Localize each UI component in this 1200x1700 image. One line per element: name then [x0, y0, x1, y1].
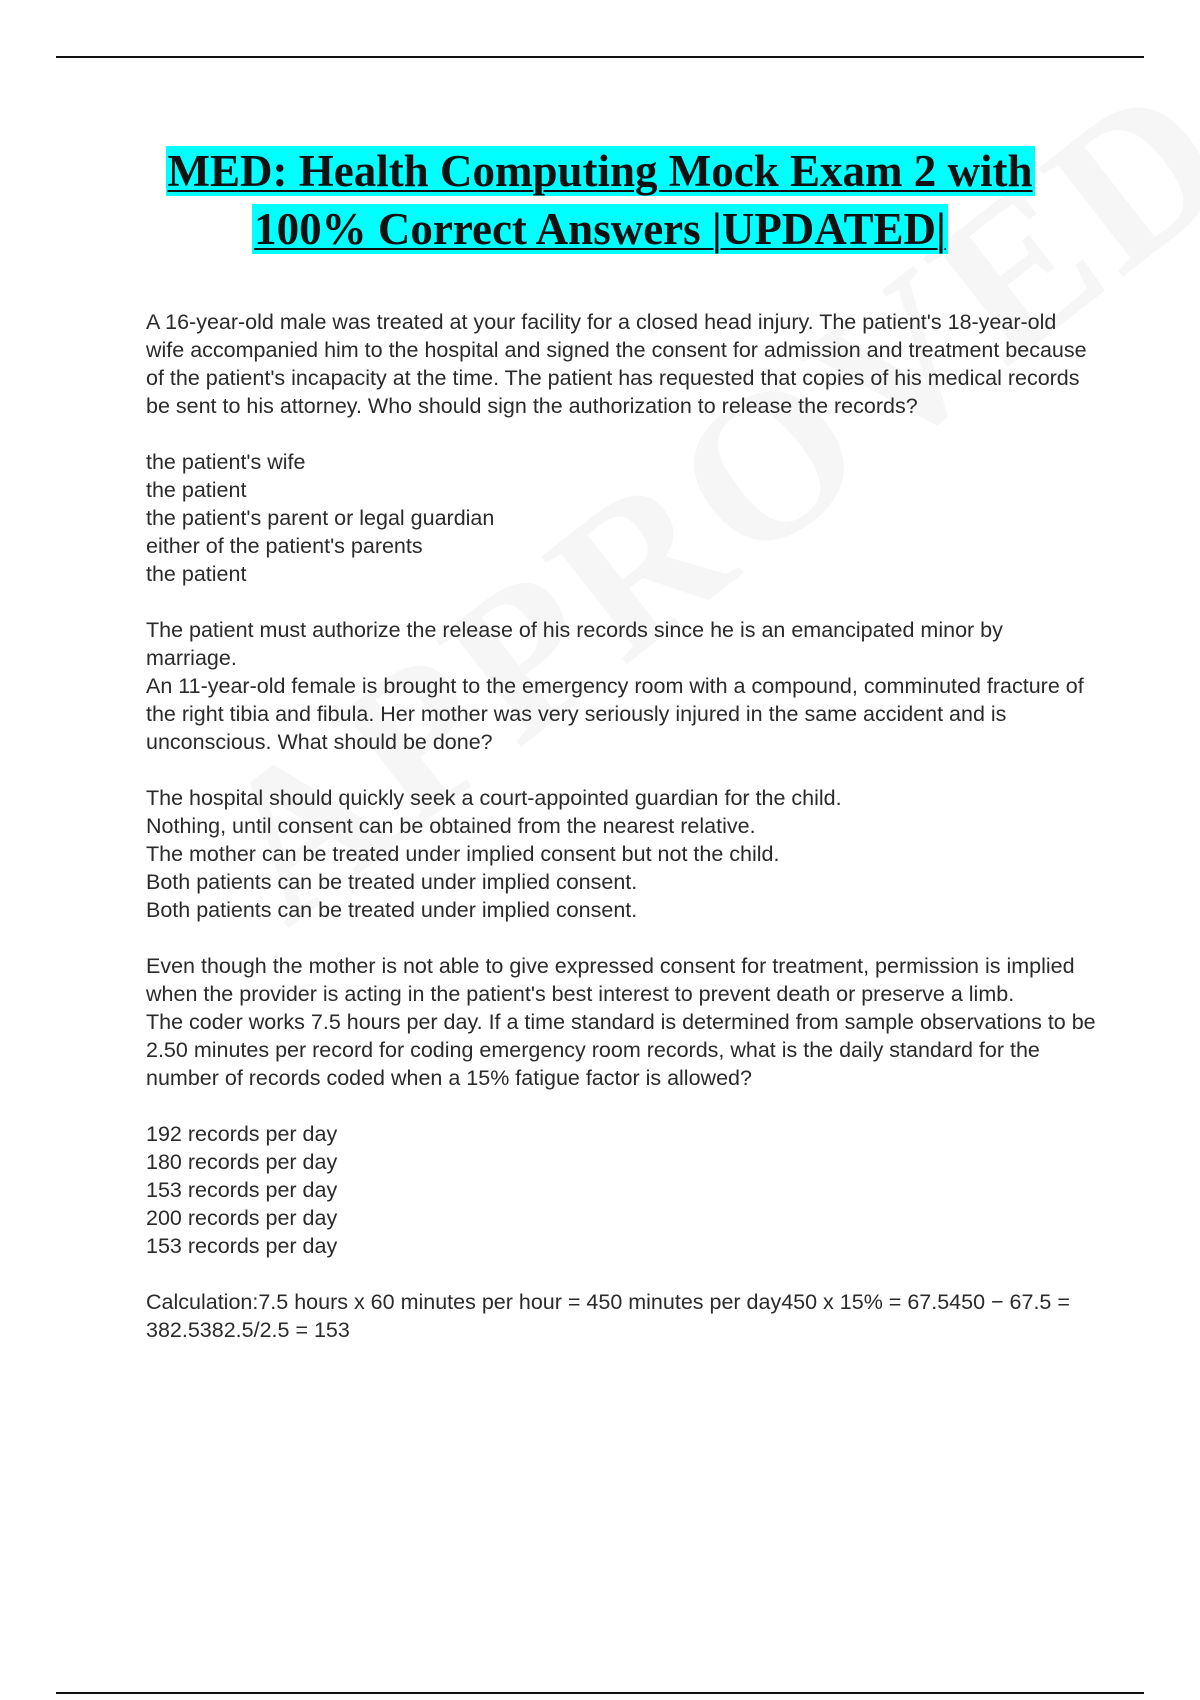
title-line-1: MED: Health Computing Mock Exam 2 with [167, 146, 1033, 196]
question-2-option: Nothing, until consent can be obtained from the nearest relative. [146, 814, 756, 838]
question-2-options [146, 784, 1096, 924]
question-2-option: The mother can be treated under implied consent but not the child. [146, 842, 780, 866]
question-1-option: either of the patient's parents [146, 534, 423, 558]
question-2-answer: Both patients can be treated under implied consent. [146, 898, 638, 922]
bottom-rule [56, 1692, 1144, 1694]
question-3-option: 192 records per day [146, 1122, 338, 1146]
question-1-option: the patient [146, 478, 247, 502]
question-1-text: A 16-year-old male was treated at your facility for a closed head injury. The patient's 18-year-old wife accompanied him to the hospital and signed the consent for admission and treatment because of the patient's incapacity at the time. The patient has requested that copies of his medical records be sent to his attorney. Who should sign the authorization to release the records? [146, 310, 1087, 418]
question-2-text: An 11-year-old female is brought to the emergency room with a compound, comminuted fracture of the right tibia and fibula. Her mother was very seriously injured in the same accident and is unconscious. What should be done? [146, 674, 1084, 754]
question-3-option: 153 records per day [146, 1178, 338, 1202]
question-1-answer: the patient [146, 562, 247, 586]
question-3-explanation: Calculation:7.5 hours x 60 minutes per hour = 450 minutes per day450 x 15% = 67.5450 − 67.5 = 382.5382.5/2.5 = 153 [146, 1290, 1070, 1342]
page-title [60, 142, 1140, 258]
question-1-explanation: The patient must authorize the release of his records since he is an emancipated minor by marriage. [146, 618, 1003, 670]
question-1-option: the patient's wife [146, 450, 306, 474]
top-rule [56, 56, 1144, 58]
question-3-answer: 153 records per day [146, 1234, 338, 1258]
question-3-option: 180 records per day [146, 1150, 338, 1174]
document-body [146, 308, 1096, 1344]
question-2-explanation: Even though the mother is not able to give expressed consent for treatment, permission is implied when the provider is acting in the patient's best interest to prevent death or preserve a limb. [146, 954, 1075, 1006]
question-2-option: Both patients can be treated under implied consent. [146, 870, 638, 894]
title-line-2: 100% Correct Answers |UPDATED| [254, 204, 946, 254]
question-1-option: the patient's parent or legal guardian [146, 506, 495, 530]
question-1-options [146, 448, 1096, 588]
question-3-options [146, 1120, 1096, 1260]
question-3-option: 200 records per day [146, 1206, 338, 1230]
question-3-text: The coder works 7.5 hours per day. If a time standard is determined from sample observations to be 2.50 minutes per record for coding emergency room records, what is the daily standard for the number of records coded when a 15% fatigue factor is allowed? [146, 1010, 1096, 1090]
question-2-option: The hospital should quickly seek a court-appointed guardian for the child. [146, 786, 842, 810]
